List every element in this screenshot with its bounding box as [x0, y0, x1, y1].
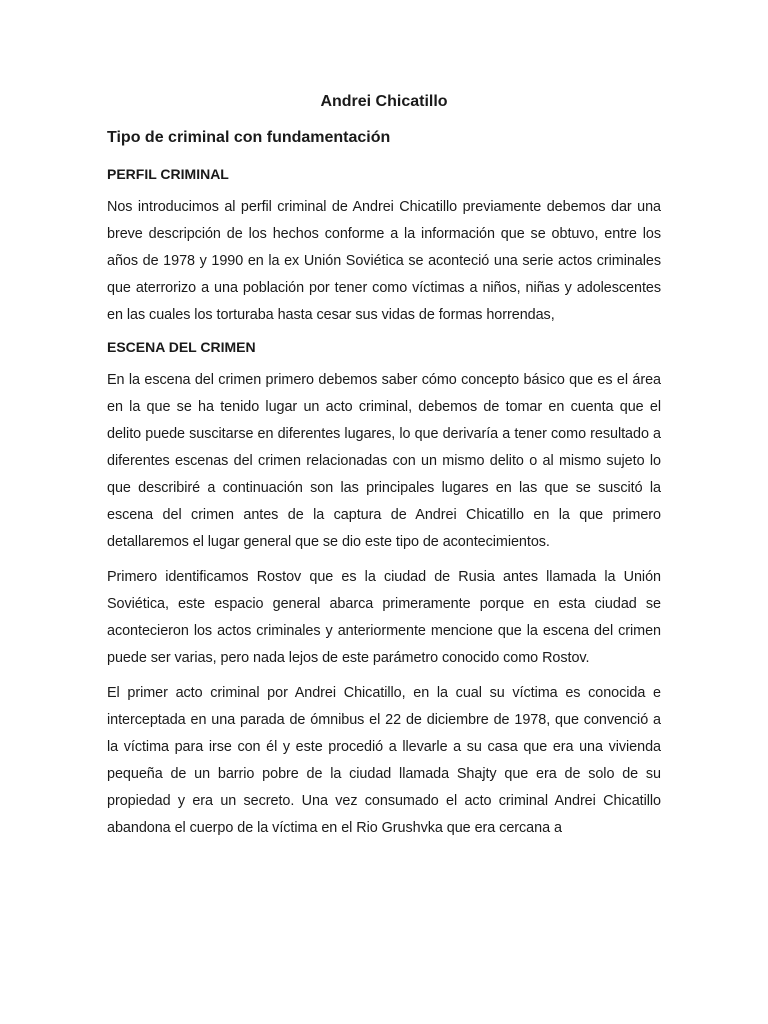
paragraph: El primer acto criminal por Andrei Chicatillo, en la cual su víctima es conocida e interceptada en una parada de ómnibus el 22 de diciembre de 1978, que convenció a la víctima para irse con él y este procedió a llevarle a su casa que era una vivienda pequeña de un barrio pobre de la ciudad llamada Shajty que era de solo de su propiedad y era un secreto. Una vez consumado el acto criminal Andrei Chicatillo abandona el cuerpo de la víctima en el Rio Grushvka que era cercana a [107, 685, 661, 836]
paragraph: Nos introducimos al perfil criminal de Andrei Chicatillo previamente debemos dar una breve descripción de los hechos conforme a la información que se obtuvo, entre los años de 1978 y 1990 en la ex Unión Soviética se aconteció una serie actos criminales que aterrorizo a una población por tener como víctimas a niños, niñas y adolescentes en las cuales los torturaba hasta cesar sus vidas de formas horrendas, [107, 199, 661, 323]
paragraph: En la escena del crimen primero debemos saber cómo concepto básico que es el área en la que se ha tenido lugar un acto criminal, debemos de tomar en cuenta que el delito puede suscitarse en diferentes lugares, lo que derivaría a tener como resultado a diferentes escenas del crimen relacionadas con un mismo delito o al mismo sujeto lo que describiré a continuación son las principales lugares en las que se suscitó la escena del crimen antes de la captura de Andrei Chicatillo en la que primero detallaremos el lugar general que se dio este tipo de acontecimientos. [107, 372, 661, 550]
paragraph: Primero identificamos Rostov que es la ciudad de Rusia antes llamada la Unión Soviética, este espacio general abarca primeramente porque en esta ciudad se acontecieron los actos criminales y anteriormente mencione que la escena del crimen puede ser varias, pero nada lejos de este parámetro conocido como Rostov. [107, 569, 661, 666]
section-heading-perfil-criminal: PERFIL CRIMINAL [107, 166, 229, 182]
section-heading-escena-del-crimen: ESCENA DEL CRIMEN [107, 339, 256, 355]
document-title: Andrei Chicatillo [320, 93, 448, 110]
document-subtitle: Tipo de criminal con fundamentación [107, 129, 391, 146]
